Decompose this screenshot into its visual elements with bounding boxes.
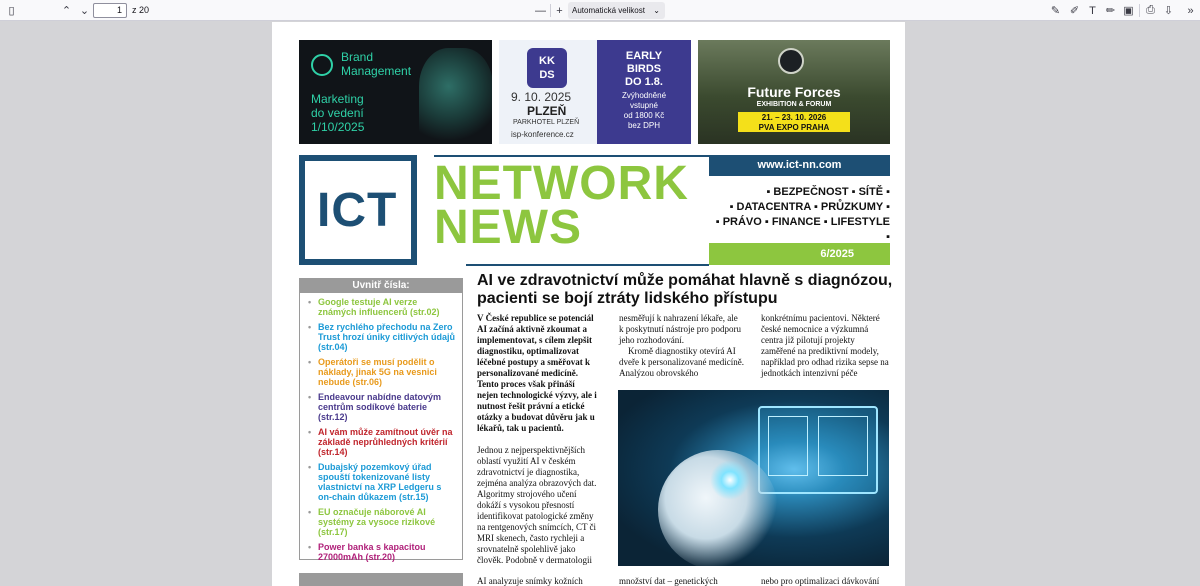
bullet-icon: • xyxy=(308,427,312,437)
bullet-icon: • xyxy=(308,297,312,307)
inside-issue-item-text: Power banka s kapacitou 27000mAh (str.20) xyxy=(318,542,426,562)
inside-issue-item-text: EU označuje náborové AI systémy za vysoce rizikové (str.17) xyxy=(318,507,436,537)
inside-issue-list xyxy=(300,293,462,562)
article-paragraph: Kromě diagnostiky otevírá AI dveře k personalizované medicíně. Analýzou obrovského xyxy=(619,346,744,378)
zoom-in-button[interactable]: + xyxy=(556,4,563,17)
masthead-title-line2: NEWS xyxy=(434,201,582,254)
inside-issue-item[interactable] xyxy=(308,392,456,422)
ict-logo-text: ICT xyxy=(317,184,398,237)
bullet-icon: • xyxy=(308,357,312,367)
ad-kkds-conference[interactable] xyxy=(499,40,691,144)
future-forces-emblem-icon xyxy=(778,48,804,74)
inside-issue-title: Uvnitř čísla: xyxy=(300,279,462,293)
masthead-title xyxy=(434,157,689,254)
inside-issue-box xyxy=(299,278,463,560)
bullet-icon: • xyxy=(308,462,312,472)
inside-issue-item-text: AI vám může zamítnout úvěr na základě neprůhledných kritérií (str.14) xyxy=(318,427,453,457)
ad-future-subtitle: EXHIBITION & FORUM xyxy=(756,101,832,108)
article-column-1 xyxy=(477,313,597,566)
photo-screen-panel xyxy=(818,416,868,476)
article-headline: AI ve zdravotnictví může pomáhat hlavně s diagnózou, pacienti se bojí ztráty lidského přístupu xyxy=(477,272,893,307)
ad-brand-management[interactable] xyxy=(299,40,492,144)
ict-logo xyxy=(299,155,417,265)
inside-issue-item-text: Dubajský pozemkový úřad spouští tokenizované listy vlastnictví na XRP Ledgeru s on-chain důkazem (str.15) xyxy=(318,462,442,502)
early-line3: DO 1.8. xyxy=(625,76,663,88)
page-count: z 20 xyxy=(132,5,150,15)
previous-page-icon[interactable]: ⌃ xyxy=(61,5,72,17)
article-column-3 xyxy=(761,313,891,379)
inside-issue-item[interactable] xyxy=(308,357,456,387)
inside-issue-item[interactable] xyxy=(308,462,456,502)
zoom-out-button[interactable]: — xyxy=(535,4,546,17)
issue-number: 6/2025 xyxy=(709,243,890,265)
bullet-icon: • xyxy=(308,322,312,332)
article-column-2-continued: množství dat – genetických xyxy=(619,576,718,586)
photo-glow xyxy=(710,460,750,500)
image-icon[interactable]: ▣ xyxy=(1123,5,1134,17)
sidebar-box-header xyxy=(299,573,463,586)
ad-kkds-venue: PARKHOTEL PLZEŇ xyxy=(513,119,580,126)
bullet-icon: • xyxy=(308,542,312,552)
inside-issue-item[interactable] xyxy=(308,542,456,562)
ad-portrait-image xyxy=(419,48,492,144)
document-page xyxy=(272,22,905,586)
inside-issue-item-text: Bez rychlého přechodu na Zero Trust hrozí úniky citlivých údajů (str.04) xyxy=(318,322,456,352)
article-paragraph: Jednou z nejperspektivnějších oblastí využití AI v českém zdravotnictví je diagnostika, zejména analýza obrazových dat. Algoritmy strojového učení dokáží s vysokou přesností identifikovat patologické změny na rentgenových snímcích, CT či MRI skenech, často rychleji a srovnatelně spolehlivě jako člověk. Podobně v dermatologii xyxy=(477,445,597,565)
ad-future-dates: 21. – 23. 10. 2026 PVA EXPO PRAHA xyxy=(738,112,850,132)
article-paragraph: konkrétnímu pacientovi. Některé české nemocnice a výzkumná centra již pilotují projekty zaměřené na prediktivní modely, například pro odhad rizika sepse na jednotkách intenzivní péče xyxy=(761,313,889,378)
inside-issue-item-text: Google testuje AI verze známých influencerů (str.02) xyxy=(318,297,440,317)
sidebar-toggle-icon[interactable]: ▯ xyxy=(8,5,15,17)
inside-issue-item[interactable] xyxy=(308,297,456,317)
zoom-select[interactable] xyxy=(568,2,665,19)
kkds-logo: KK DS xyxy=(527,48,567,88)
ad-brand-tagline: Marketing do vedení 1/10/2025 xyxy=(311,92,365,134)
masthead-topics: ▪ BEZPEČNOST ▪ SÍTĚ ▪ ▪ DATACENTRA ▪ PRŮZKUMY ▪ ▪ PRÁVO ▪ FINANCE ▪ LIFESTYLE ▪ xyxy=(715,186,890,243)
article-column-2 xyxy=(619,313,744,379)
more-tools-icon[interactable]: » xyxy=(1187,4,1194,17)
save-icon[interactable]: ⇩ xyxy=(1163,5,1174,17)
pdf-toolbar xyxy=(0,0,1200,21)
early-description: Zvýhodněné vstupné od 1800 Kč bez DPH xyxy=(621,91,667,130)
bullet-icon: • xyxy=(308,507,312,517)
brand-logo-icon xyxy=(311,54,333,76)
article-column-1-continued: AI analyzuje snímky kožních xyxy=(477,576,583,586)
inside-issue-item-text: Endeavour nabídne datovým centrům sodíkové baterie (str.12) xyxy=(318,392,442,422)
draw-icon[interactable]: ✐ xyxy=(1069,5,1080,17)
early-line2: BIRDS xyxy=(626,63,662,75)
ink-icon[interactable]: ✏ xyxy=(1105,5,1116,17)
next-page-icon[interactable]: ⌄ xyxy=(79,5,90,17)
ad-future-title: Future Forces xyxy=(747,84,841,100)
photo-screen-panel xyxy=(768,416,808,476)
ad-kkds-date: 9. 10. 2025 xyxy=(511,90,572,104)
ad-future-forces[interactable] xyxy=(698,40,890,144)
masthead-rule xyxy=(466,264,709,266)
bullet-icon: • xyxy=(308,392,312,402)
toolbar-divider xyxy=(1139,4,1140,17)
article-paragraph: nesměřují k nahrazení lékaře, ale k poskytnutí nástroje pro podporu jeho rozhodování. xyxy=(619,313,741,345)
masthead-url[interactable]: www.ict-nn.com xyxy=(709,155,890,176)
ad-brand-title: Brand Management xyxy=(341,50,412,78)
early-birds-panel xyxy=(597,40,691,144)
ad-kkds-city: PLZEŇ xyxy=(527,104,567,118)
print-icon[interactable]: ⎙ xyxy=(1146,4,1155,16)
ad-kkds-url: isp-konference.cz xyxy=(511,130,574,139)
inside-issue-item[interactable] xyxy=(308,507,456,537)
article-lead: V České republice se potenciál AI začíná aktivně zkoumat a implementovat, s cílem zlepšit diagnostiku, optimalizovat léčebné postupy a směřovat k personalizované medicíně. Tento proces však přináší nejen technologické výzvy, ale i nutnost řešit právní a etické otázky a budovat důvěru jak u lékařů, tak u pacientů. xyxy=(477,313,597,433)
inside-issue-item-text: Operátoři se musí podělit o náklady, jinak 5G na vesnici nebude (str.06) xyxy=(318,357,437,387)
masthead-title-line1: NETWORK xyxy=(434,157,689,210)
zoom-select-label: Automatická velikost xyxy=(572,6,645,15)
article-column-3-continued: nebo pro optimalizaci dávkování xyxy=(761,576,880,586)
highlight-icon[interactable]: ✎ xyxy=(1050,5,1061,17)
page-number-input[interactable]: 1 xyxy=(93,3,127,18)
inside-issue-item[interactable] xyxy=(308,427,456,457)
chevron-down-icon: ⌄ xyxy=(653,6,660,15)
text-icon[interactable]: T xyxy=(1089,4,1096,17)
article-photo xyxy=(618,390,889,566)
inside-issue-item[interactable] xyxy=(308,322,456,352)
early-line1: EARLY xyxy=(625,50,663,62)
